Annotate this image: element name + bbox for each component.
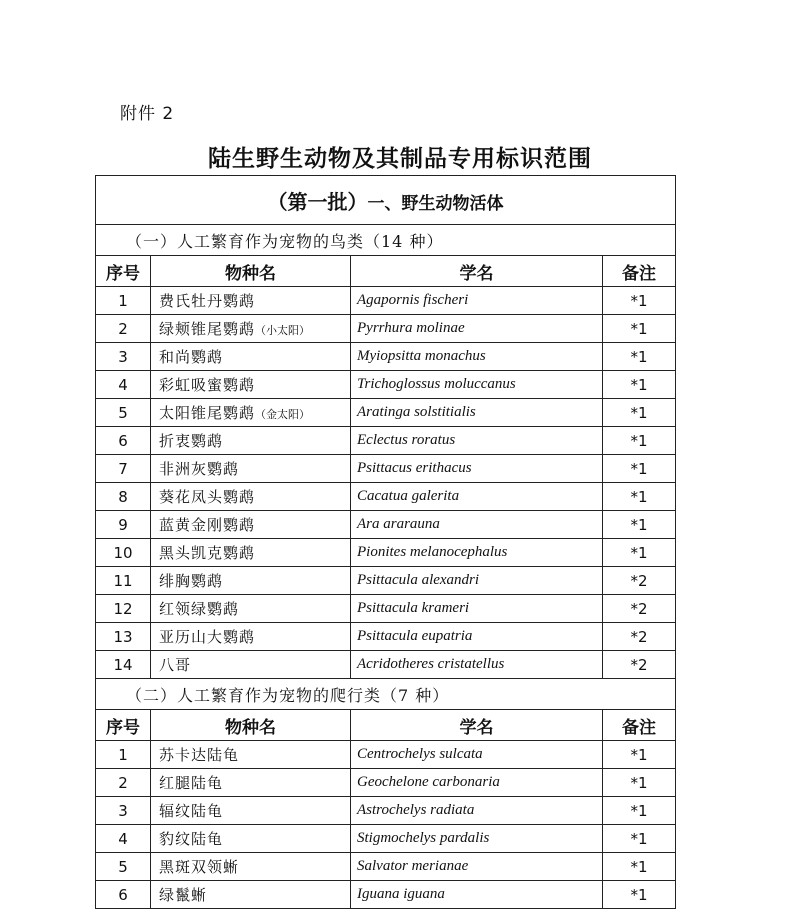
species-name: 绯胸鹦鹉 bbox=[159, 572, 224, 590]
column-header-species: 物种名 bbox=[151, 256, 351, 287]
table-row bbox=[96, 455, 676, 483]
note-mark: *2 bbox=[603, 651, 676, 679]
row-number: 5 bbox=[96, 399, 151, 427]
row-number: 6 bbox=[96, 881, 151, 909]
row-number: 3 bbox=[96, 343, 151, 371]
table-row bbox=[96, 741, 676, 769]
batch-heading bbox=[96, 176, 676, 225]
scientific-name: Agapornis fischeri bbox=[351, 287, 603, 315]
species-name: 太阳锥尾鹦鹉 bbox=[159, 404, 256, 422]
note-mark: *1 bbox=[603, 287, 676, 315]
table-row bbox=[96, 881, 676, 909]
species-name-cell bbox=[151, 315, 351, 343]
scientific-name: Salvator merianae bbox=[351, 853, 603, 881]
batch-label: （第一批） bbox=[267, 189, 368, 214]
row-number: 4 bbox=[96, 371, 151, 399]
batch-heading-row bbox=[96, 176, 676, 225]
table-row bbox=[96, 315, 676, 343]
table-row bbox=[96, 623, 676, 651]
row-number: 3 bbox=[96, 797, 151, 825]
species-name: 豹纹陆龟 bbox=[159, 830, 224, 848]
row-number: 12 bbox=[96, 595, 151, 623]
table-row bbox=[96, 371, 676, 399]
species-name: 黑头凯克鹦鹉 bbox=[159, 544, 256, 562]
column-header-note: 备注 bbox=[603, 256, 676, 287]
species-name: 黑斑双领蜥 bbox=[159, 858, 240, 876]
row-number: 14 bbox=[96, 651, 151, 679]
table-row bbox=[96, 825, 676, 853]
note-mark: *1 bbox=[603, 427, 676, 455]
species-table-body bbox=[96, 176, 676, 909]
scientific-name: Stigmochelys pardalis bbox=[351, 825, 603, 853]
species-table bbox=[95, 175, 676, 909]
note-mark: *1 bbox=[603, 455, 676, 483]
table-row bbox=[96, 427, 676, 455]
species-name: 葵花凤头鹦鹉 bbox=[159, 488, 256, 506]
document-title: 陆生野生动物及其制品专用标识范围 bbox=[208, 146, 592, 172]
note-mark: *1 bbox=[603, 483, 676, 511]
table-row bbox=[96, 567, 676, 595]
note-mark: *1 bbox=[603, 315, 676, 343]
species-name: 辐纹陆龟 bbox=[159, 802, 224, 820]
species-name: 彩虹吸蜜鹦鹉 bbox=[159, 376, 256, 394]
species-name: 绿颊锥尾鹦鹉 bbox=[159, 320, 256, 338]
column-header-scientific: 学名 bbox=[351, 256, 603, 287]
row-number: 4 bbox=[96, 825, 151, 853]
species-name-cell bbox=[151, 797, 351, 825]
note-mark: *1 bbox=[603, 825, 676, 853]
note-mark: *1 bbox=[603, 371, 676, 399]
species-name-cell bbox=[151, 881, 351, 909]
scientific-name: Pyrrhura molinae bbox=[351, 315, 603, 343]
species-name-cell bbox=[151, 623, 351, 651]
scientific-name: Trichoglossus moluccanus bbox=[351, 371, 603, 399]
species-name: 红腿陆龟 bbox=[159, 774, 224, 792]
species-name: 和尚鹦鹉 bbox=[159, 348, 224, 366]
note-mark: *1 bbox=[603, 399, 676, 427]
attachment-label: 附件 2 bbox=[120, 104, 175, 124]
table-row bbox=[96, 595, 676, 623]
row-number: 7 bbox=[96, 455, 151, 483]
scientific-name: Myiopsitta monachus bbox=[351, 343, 603, 371]
species-name: 苏卡达陆龟 bbox=[159, 746, 240, 764]
species-name-cell bbox=[151, 483, 351, 511]
species-name-cell bbox=[151, 567, 351, 595]
species-name: 亚历山大鹦鹉 bbox=[159, 628, 256, 646]
scientific-name: Centrochelys sulcata bbox=[351, 741, 603, 769]
scientific-name: Eclectus roratus bbox=[351, 427, 603, 455]
column-header-scientific: 学名 bbox=[351, 710, 603, 741]
row-number: 1 bbox=[96, 287, 151, 315]
scientific-name: Psittacula eupatria bbox=[351, 623, 603, 651]
species-alias: （金太阳） bbox=[255, 408, 311, 421]
table-row bbox=[96, 651, 676, 679]
species-name: 红领绿鹦鹉 bbox=[159, 600, 240, 618]
scientific-name: Iguana iguana bbox=[351, 881, 603, 909]
note-mark: *1 bbox=[603, 343, 676, 371]
row-number: 6 bbox=[96, 427, 151, 455]
note-mark: *2 bbox=[603, 595, 676, 623]
table-row bbox=[96, 483, 676, 511]
species-name: 非洲灰鹦鹉 bbox=[159, 460, 240, 478]
note-mark: *2 bbox=[603, 567, 676, 595]
row-number: 8 bbox=[96, 483, 151, 511]
row-number: 13 bbox=[96, 623, 151, 651]
row-number: 1 bbox=[96, 741, 151, 769]
species-name-cell bbox=[151, 455, 351, 483]
species-name: 绿鬣蜥 bbox=[159, 886, 208, 904]
table-row bbox=[96, 343, 676, 371]
species-name-cell bbox=[151, 741, 351, 769]
category-label: 一、野生动物活体 bbox=[367, 193, 504, 214]
scientific-name: Cacatua galerita bbox=[351, 483, 603, 511]
scientific-name: Psittacula krameri bbox=[351, 595, 603, 623]
table-row bbox=[96, 511, 676, 539]
species-name-cell bbox=[151, 825, 351, 853]
note-mark: *2 bbox=[603, 623, 676, 651]
scientific-name: Ara ararauna bbox=[351, 511, 603, 539]
row-number: 10 bbox=[96, 539, 151, 567]
section-row bbox=[96, 225, 676, 256]
species-name-cell bbox=[151, 343, 351, 371]
table-row bbox=[96, 797, 676, 825]
section-title: （一）人工繁育作为宠物的鸟类（14 种） bbox=[96, 225, 676, 256]
species-name: 蓝黄金刚鹦鹉 bbox=[159, 516, 256, 534]
column-header-row bbox=[96, 256, 676, 287]
column-header-species: 物种名 bbox=[151, 710, 351, 741]
scientific-name: Astrochelys radiata bbox=[351, 797, 603, 825]
scientific-name: Aratinga solstitialis bbox=[351, 399, 603, 427]
species-name-cell bbox=[151, 651, 351, 679]
note-mark: *1 bbox=[603, 769, 676, 797]
species-name: 费氏牡丹鹦鹉 bbox=[159, 292, 256, 310]
column-header-row bbox=[96, 710, 676, 741]
scientific-name: Psittacula alexandri bbox=[351, 567, 603, 595]
note-mark: *1 bbox=[603, 511, 676, 539]
column-header-no: 序号 bbox=[96, 710, 151, 741]
species-name: 八哥 bbox=[159, 656, 192, 674]
species-name-cell bbox=[151, 769, 351, 797]
species-name-cell bbox=[151, 853, 351, 881]
species-name-cell bbox=[151, 427, 351, 455]
column-header-no: 序号 bbox=[96, 256, 151, 287]
note-mark: *1 bbox=[603, 741, 676, 769]
row-number: 2 bbox=[96, 769, 151, 797]
row-number: 2 bbox=[96, 315, 151, 343]
table-row bbox=[96, 769, 676, 797]
note-mark: *1 bbox=[603, 881, 676, 909]
scientific-name: Acridotheres cristatellus bbox=[351, 651, 603, 679]
note-mark: *1 bbox=[603, 797, 676, 825]
species-name-cell bbox=[151, 511, 351, 539]
species-name: 折衷鹦鹉 bbox=[159, 432, 224, 450]
note-mark: *1 bbox=[603, 539, 676, 567]
column-header-note: 备注 bbox=[603, 710, 676, 741]
table-row bbox=[96, 539, 676, 567]
species-name-cell bbox=[151, 539, 351, 567]
scientific-name: Psittacus erithacus bbox=[351, 455, 603, 483]
note-mark: *1 bbox=[603, 853, 676, 881]
species-name-cell bbox=[151, 287, 351, 315]
table-row bbox=[96, 853, 676, 881]
species-alias: （小太阳） bbox=[255, 324, 311, 337]
section-title: （二）人工繁育作为宠物的爬行类（7 种） bbox=[96, 679, 676, 710]
species-name-cell bbox=[151, 371, 351, 399]
section-row bbox=[96, 679, 676, 710]
table-row bbox=[96, 399, 676, 427]
table-row bbox=[96, 287, 676, 315]
species-name-cell bbox=[151, 399, 351, 427]
row-number: 11 bbox=[96, 567, 151, 595]
row-number: 9 bbox=[96, 511, 151, 539]
scientific-name: Geochelone carbonaria bbox=[351, 769, 603, 797]
row-number: 5 bbox=[96, 853, 151, 881]
species-name-cell bbox=[151, 595, 351, 623]
scientific-name: Pionites melanocephalus bbox=[351, 539, 603, 567]
